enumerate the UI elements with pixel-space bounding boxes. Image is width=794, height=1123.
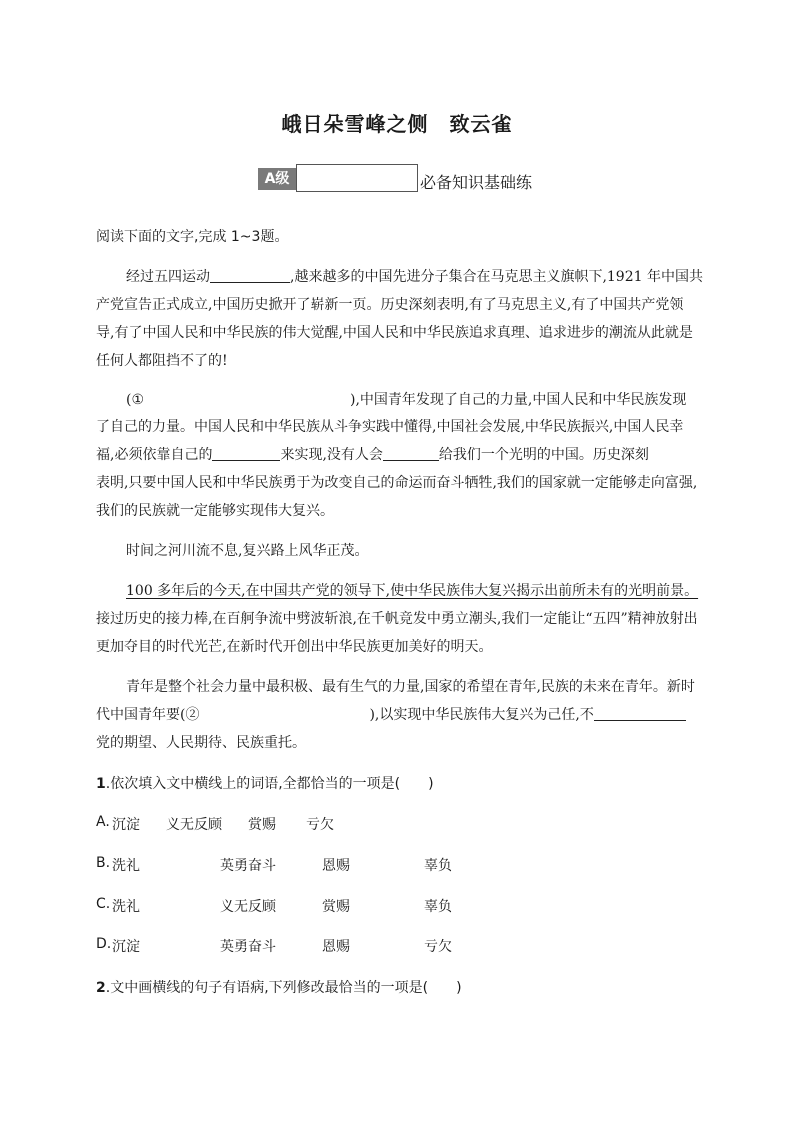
level-label: 必备知识基础练 <box>420 173 533 192</box>
p2-line-2: 了自己的力量。中国人民和中华民族从斗争实践中懂得,中国社会发展,中华民族振兴,中国人民幸 <box>96 419 684 435</box>
question-2: 2.文中画横线的句子有语病,下列修改最恰当的一项是( ) <box>96 980 462 996</box>
underlined-sentence: 100 多年后的今天,在中国共产党的领导下,使中华民族伟大复兴揭示出前所未有的光明前景。 <box>126 583 699 599</box>
blank-1 <box>210 268 290 283</box>
page-title: 峨日朵雪峰之侧 致云雀 <box>281 112 513 136</box>
p4-line-3: 更加夺目的时代光芒,在新时代开创出中华民族更加美好的明天。 <box>96 639 493 655</box>
p2-line-1: (① ),中国青年发现了自己的力量,中国人民和中华民族发现 <box>126 392 687 408</box>
p2-line-5: 我们的民族就一定能够实现伟大复兴。 <box>96 503 334 519</box>
p5-line-1: 青年是整个社会力量中最积极、最有生气的力量,国家的希望在青年,民族的未来在青年。新时 <box>126 679 695 695</box>
question-1: 1.依次填入文中横线上的词语,全都恰当的一项是( ) <box>96 776 434 792</box>
p1-line-3: 导,有了中国人民和中华民族的伟大觉醒,中国人民和中华民族追求真理、追求进步的潮流从此就是 <box>96 325 693 341</box>
p1-line-2: 产党宣告正式成立,中国历史掀开了崭新一页。历史深刻表明,有了马克思主义,有了中国共产党领 <box>96 297 684 313</box>
p1-line-4: 任何人都阻挡不了的! <box>96 353 228 369</box>
instruction: 阅读下面的文字,完成 1~3题。 <box>96 229 289 245</box>
blank-3 <box>383 446 439 461</box>
p2-line-4: 表明,只要中国人民和中华民族勇于为改变自己的命运而奋斗牺牲,我们的国家就一定能够走向富强, <box>96 475 698 491</box>
blank-2 <box>212 446 280 461</box>
p5-line-2: 代中国青年要(② ),以实现中华民族伟大复兴为己任,不 <box>96 704 686 724</box>
p2-line-3: 福,必须依靠自己的 来实现,没有人会 给我们一个光明的中国。历史深刻 <box>96 447 649 463</box>
level-badge: A级 <box>258 168 296 190</box>
p4-line-2: 接过历史的接力棒,在百舸争流中劈波斩浪,在千帆竞发中勇立潮头,我们一定能让“五四”精神放射出 <box>96 611 698 627</box>
p1-line-1: 经过五四运动 ,越来越多的中国先进分子集合在马克思主义旗帜下,1921 年中国共 <box>126 269 703 285</box>
paragraph-3: 时间之河川流不息,复兴路上风华正茂。 <box>126 543 369 559</box>
blank-4 <box>594 706 686 721</box>
level-box <box>296 164 418 192</box>
p5-line-3: 党的期望、人民期待、民族重托。 <box>96 735 306 751</box>
